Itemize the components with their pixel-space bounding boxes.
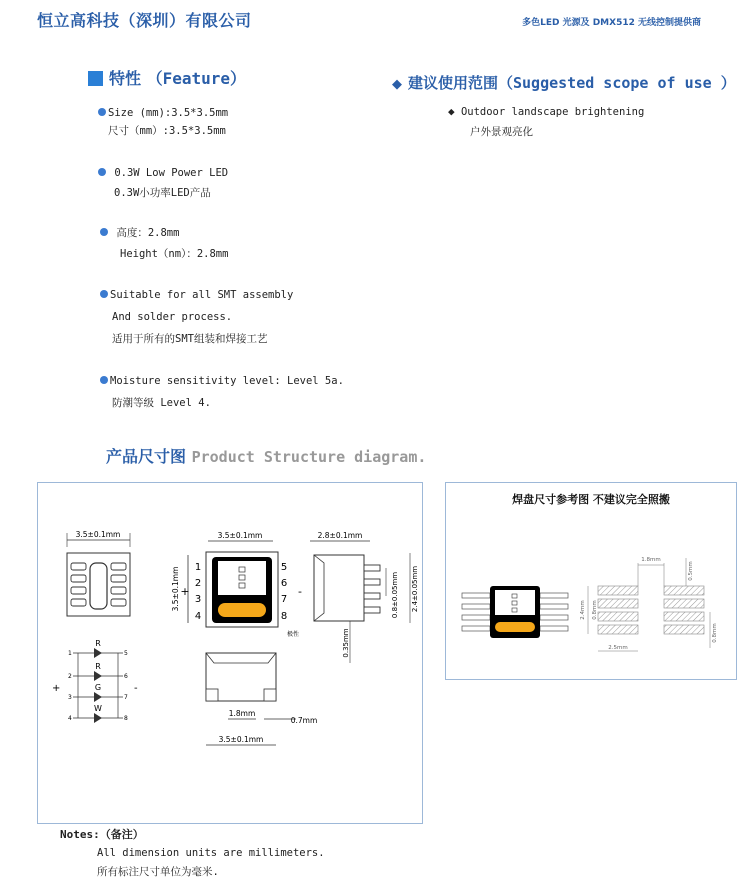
- diamond-bullet-icon: ◆: [392, 77, 402, 92]
- dim-top-width: 3.5±0.1mm: [217, 531, 263, 540]
- bullet-icon: [98, 168, 106, 176]
- dim-pad-label: 1.8mm: [228, 709, 256, 718]
- feature-item-moisture: Moisture sensitivity level: Level 5a. 防潮等级 Level 4.: [100, 372, 344, 412]
- notes-line-en: All dimension units are millimeters.: [97, 847, 325, 859]
- pin-4: 4: [194, 611, 202, 622]
- side-view: [310, 531, 419, 663]
- pin-7: 7: [280, 594, 288, 605]
- schematic-minus: -: [134, 683, 138, 694]
- pin-3: 3: [194, 594, 202, 605]
- svg-text:7: 7: [124, 694, 128, 701]
- led-label-4: W: [94, 704, 102, 713]
- structure-heading: 产品尺寸图 Product Structure diagram.: [106, 447, 427, 466]
- feature-item-power: 0.3W Low Power LED 0.3W小功率LED产品: [98, 164, 228, 202]
- pin-5: 5: [280, 562, 288, 573]
- minus-sign: -: [298, 585, 302, 598]
- scope-heading: ◆ 建议使用范围（Suggested scope of use ）: [392, 74, 736, 92]
- pad-dim-c: 2.4mm: [580, 600, 586, 620]
- dim-width-label: 3.5±0.1mm: [75, 530, 121, 539]
- dim-bottom-label: 3.5±0.1mm: [218, 735, 264, 744]
- pin-6: 6: [280, 578, 288, 589]
- front-view: [206, 653, 317, 745]
- svg-text:6: 6: [124, 673, 128, 680]
- notes-title: Notes:（备注）: [60, 828, 144, 841]
- svg-text:5: 5: [124, 650, 128, 657]
- schematic-plus: +: [52, 683, 61, 694]
- pad-dim-f: 0.8mm: [712, 623, 718, 643]
- bullet-icon: [98, 108, 106, 116]
- scope-item: ◆ Outdoor landscape brightening 户外景观亮化: [448, 105, 645, 138]
- feature-item-size: Size (mm):3.5*3.5mm 尺寸（mm）:3.5*3.5mm: [98, 104, 228, 140]
- svg-text:8: 8: [124, 715, 128, 722]
- solder-package: [462, 586, 568, 638]
- pin-2: 2: [194, 578, 202, 589]
- structure-diagram-box: [37, 482, 423, 824]
- pad-dim-d: 0.8mm: [592, 600, 598, 620]
- top-view: [171, 531, 302, 638]
- pad-dim-b: 0.5mm: [688, 561, 694, 581]
- features-title-en: （Feature）: [146, 69, 247, 88]
- svg-text:2: 2: [68, 673, 72, 680]
- notes-line-cn: 所有标注尺寸单位为毫米.: [97, 866, 219, 878]
- svg-text:3: 3: [68, 694, 72, 701]
- structure-diagram: [38, 483, 422, 823]
- bullet-icon: [100, 228, 108, 236]
- pad-layout: [580, 557, 718, 651]
- bottom-view: [67, 530, 130, 616]
- led-label-2: R: [95, 662, 101, 671]
- svg-text:4: 4: [68, 715, 72, 722]
- bullet-icon: [100, 290, 108, 298]
- diamond-icon: ◆: [448, 105, 455, 118]
- dim-foot-label: 0.7mm: [290, 716, 318, 725]
- features-heading: [88, 66, 246, 89]
- dim-total-label: 2.4±0.05mm: [411, 565, 419, 613]
- bullet-icon: [100, 376, 108, 384]
- svg-text:1: 1: [68, 650, 72, 657]
- dim-side-label: 2.8±0.1mm: [317, 531, 363, 540]
- led-schematic: [52, 639, 138, 723]
- features-title-cn: 特性: [109, 69, 142, 88]
- led-label-3: G: [94, 683, 102, 692]
- polarity-label: 极性: [286, 631, 300, 638]
- dim-top-height: 3.5±0.1mm: [171, 566, 180, 612]
- pin-1: 1: [194, 562, 202, 573]
- feature-item-height: 高度：2.8mm Height（nm）：2.8mm: [100, 224, 228, 263]
- notes-text: [97, 844, 325, 881]
- led-label-1: R: [95, 639, 101, 648]
- solder-pad-box: [445, 482, 737, 680]
- square-bullet-icon: [88, 71, 103, 86]
- company-name: 恒立高科技（深圳）有限公司: [37, 11, 252, 30]
- pad-dim-a: 1.8mm: [641, 557, 661, 563]
- pin-8: 8: [280, 611, 288, 622]
- solder-pad-diagram: [446, 483, 736, 679]
- dim-pitch-label: 0.8±0.05mm: [391, 571, 399, 619]
- plus-sign: +: [180, 585, 190, 598]
- dim-lead-label: 0.35mm: [342, 628, 350, 658]
- feature-item-smt: Suitable for all SMT assembly And solder process. 适用于所有的SMT组装和焊接工艺: [100, 286, 293, 348]
- company-tagline: 多色LED 光源及 DMX512 无线控制提供商: [522, 18, 701, 28]
- solder-pad-title: 焊盘尺寸参考图 不建议完全照搬: [512, 493, 670, 506]
- pad-dim-e: 2.5mm: [608, 645, 628, 651]
